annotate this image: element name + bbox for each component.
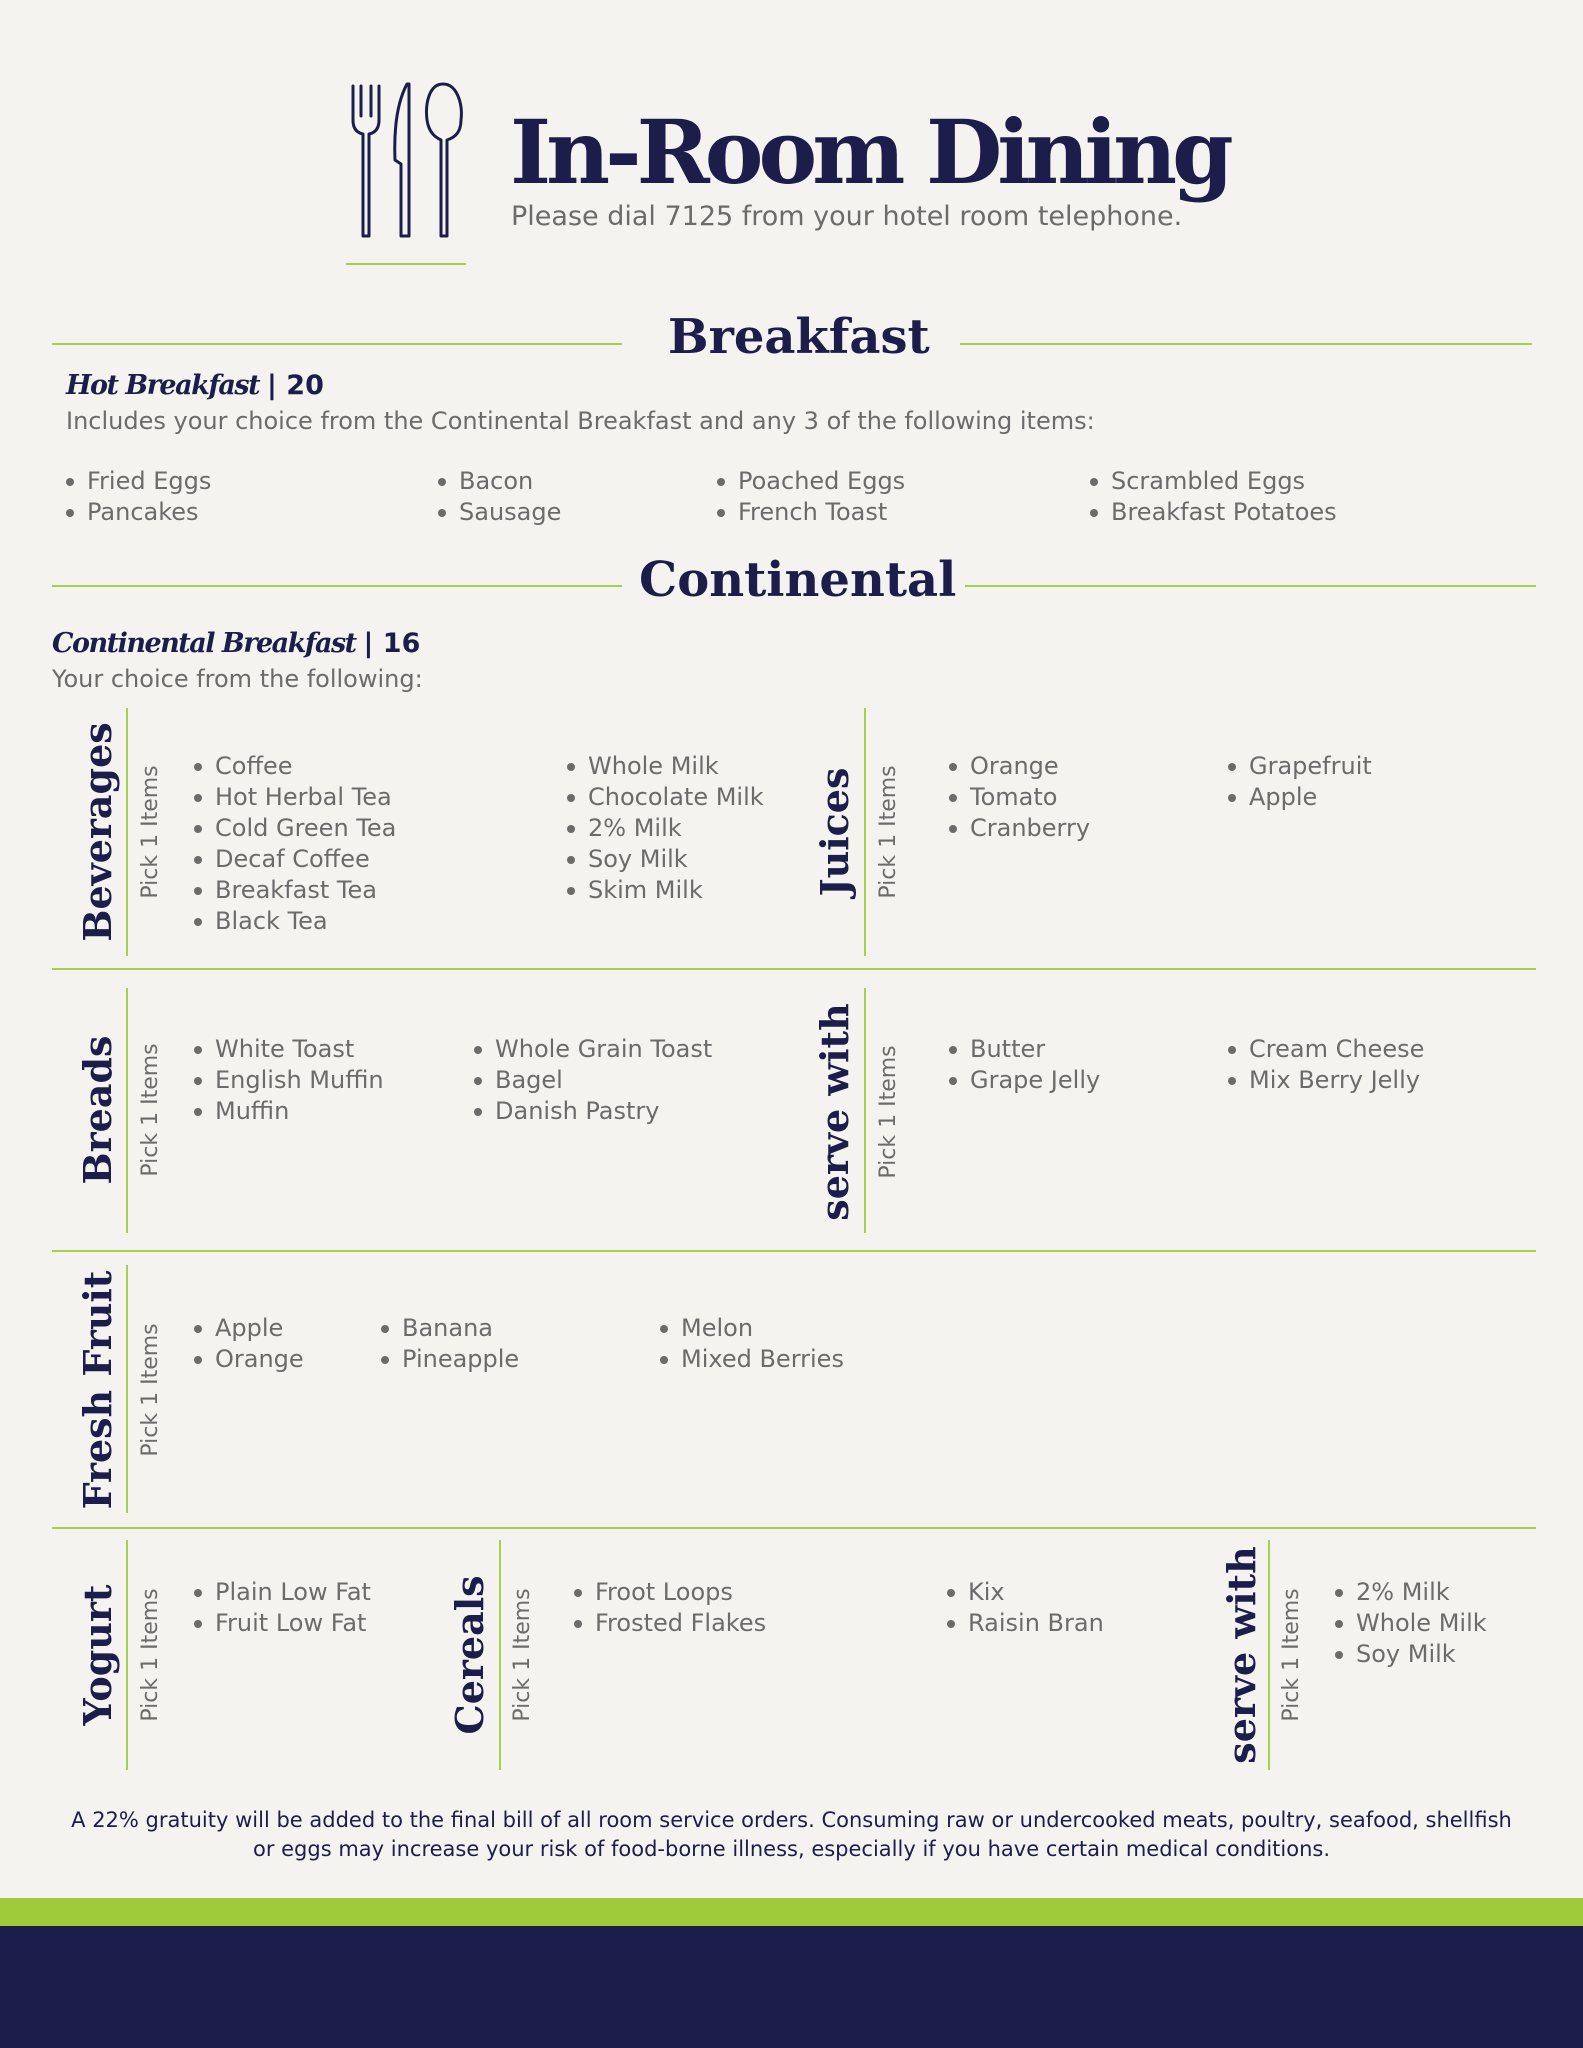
list-item: Coffee xyxy=(194,751,396,782)
cereals-pick: Pick 1 Items xyxy=(510,1588,535,1722)
juices-label: Juices xyxy=(812,767,857,897)
fresh-fruit-list-3 xyxy=(660,1313,844,1375)
list-item: Skim Milk xyxy=(567,875,764,906)
breads-list-1 xyxy=(194,1034,384,1127)
fresh-fruit-list-1 xyxy=(194,1313,304,1375)
breads-serve-with-list-2 xyxy=(1228,1034,1424,1096)
cereals-list-2 xyxy=(947,1577,1104,1639)
juices-list-2 xyxy=(1228,751,1372,813)
footer-green-band xyxy=(0,1898,1583,1926)
list-item: Whole Milk xyxy=(567,751,764,782)
list-item: Cold Green Tea xyxy=(194,813,396,844)
row-divider-2 xyxy=(52,1250,1536,1252)
yogurt-divider xyxy=(126,1540,128,1770)
list-item: Danish Pastry xyxy=(474,1096,712,1127)
list-item: Hot Herbal Tea xyxy=(194,782,396,813)
hot-breakfast-description: Includes your choice from the Continental Breakfast and any 3 of the following items: xyxy=(66,407,1095,435)
list-item: Pineapple xyxy=(381,1344,519,1375)
breads-serve-with-list-1 xyxy=(949,1034,1100,1096)
list-item: Muffin xyxy=(194,1096,384,1127)
continental-breakfast-title xyxy=(52,628,420,659)
yogurt-pick: Pick 1 Items xyxy=(138,1588,163,1722)
list-item: Whole Grain Toast xyxy=(474,1034,712,1065)
breakfast-rule-right xyxy=(960,343,1532,345)
list-item: Mixed Berries xyxy=(660,1344,844,1375)
list-item: Bagel xyxy=(474,1065,712,1096)
list-item: Whole Milk xyxy=(1335,1608,1487,1639)
breads-list-2 xyxy=(474,1034,712,1127)
continental-breakfast-name: Continental Breakfast xyxy=(52,628,356,659)
cereals-serve-with-pick: Pick 1 Items xyxy=(1279,1588,1304,1722)
fresh-fruit-pick: Pick 1 Items xyxy=(138,1323,163,1457)
fresh-fruit-label: Fresh Fruit xyxy=(75,1270,120,1510)
list-item: Fried Eggs xyxy=(66,466,211,497)
yogurt-label: Yogurt xyxy=(75,1584,120,1726)
row-divider-3 xyxy=(52,1527,1536,1529)
juices-list-1 xyxy=(949,751,1090,844)
list-item: Plain Low Fat xyxy=(194,1577,371,1608)
list-item: Melon xyxy=(660,1313,844,1344)
list-item: Scrambled Eggs xyxy=(1090,466,1337,497)
list-item: Apple xyxy=(194,1313,304,1344)
fresh-fruit-list-2 xyxy=(381,1313,519,1375)
breakfast-heading: Breakfast xyxy=(668,309,930,365)
hot-breakfast-list-3 xyxy=(717,466,905,528)
continental-heading: Continental xyxy=(639,552,957,608)
continental-rule-right xyxy=(965,585,1536,587)
breads-serve-with-pick: Pick 1 Items xyxy=(876,1045,901,1179)
beverages-pick: Pick 1 Items xyxy=(138,765,163,899)
cutlery-icon xyxy=(345,80,465,240)
beverages-list-2 xyxy=(567,751,764,906)
continental-breakfast-description: Your choice from the following: xyxy=(52,665,423,693)
cereals-serve-with-divider xyxy=(1268,1540,1270,1770)
list-item: Kix xyxy=(947,1577,1104,1608)
list-item: Banana xyxy=(381,1313,519,1344)
beverages-list-1 xyxy=(194,751,396,937)
hot-breakfast-title xyxy=(66,370,324,401)
list-item: Breakfast Potatoes xyxy=(1090,497,1337,528)
list-item: Fruit Low Fat xyxy=(194,1608,371,1639)
list-item: Grapefruit xyxy=(1228,751,1372,782)
list-item: Sausage xyxy=(438,497,561,528)
list-item: Soy Milk xyxy=(567,844,764,875)
list-item: Breakfast Tea xyxy=(194,875,396,906)
footer-navy-band xyxy=(0,1926,1583,2048)
list-item: Tomato xyxy=(949,782,1090,813)
list-item: Mix Berry Jelly xyxy=(1228,1065,1424,1096)
hot-breakfast-name: Hot Breakfast xyxy=(66,370,260,401)
header-underline xyxy=(346,263,466,265)
list-item: Cranberry xyxy=(949,813,1090,844)
list-item: Frosted Flakes xyxy=(574,1608,766,1639)
fresh-fruit-divider xyxy=(126,1265,128,1513)
list-item: Bacon xyxy=(438,466,561,497)
list-item: Orange xyxy=(194,1344,304,1375)
page-subtitle: Please dial 7125 from your hotel room telephone. xyxy=(511,201,1183,232)
breads-serve-with-label: serve with xyxy=(812,1003,857,1221)
juices-divider xyxy=(864,708,866,956)
page-title: In-Room Dining xyxy=(510,100,1229,204)
list-item: Raisin Bran xyxy=(947,1608,1104,1639)
list-item: Pancakes xyxy=(66,497,211,528)
list-item: Orange xyxy=(949,751,1090,782)
breads-serve-with-divider xyxy=(864,988,866,1233)
continental-rule-left xyxy=(52,585,622,587)
hot-breakfast-list-2 xyxy=(438,466,561,528)
breads-pick: Pick 1 Items xyxy=(138,1043,163,1177)
list-item: Decaf Coffee xyxy=(194,844,396,875)
beverages-divider xyxy=(126,708,128,956)
list-item: Froot Loops xyxy=(574,1577,766,1608)
cereals-serve-with-list-1 xyxy=(1335,1577,1487,1670)
continental-breakfast-price: | 16 xyxy=(363,628,421,659)
beverages-label: Beverages xyxy=(75,722,120,942)
breakfast-rule-left xyxy=(52,343,622,345)
list-item: Butter xyxy=(949,1034,1100,1065)
hot-breakfast-list-4 xyxy=(1090,466,1337,528)
row-divider-1 xyxy=(52,968,1536,970)
gratuity-disclaimer: A 22% gratuity will be added to the final bill of all room service orders. Consuming raw or undercooked meats, poultry, seafood, shellfish or eggs may increase your risk of food-borne illness, especially if you have certain medical conditions. xyxy=(71,1808,1512,1861)
yogurt-list-1 xyxy=(194,1577,371,1639)
juices-pick: Pick 1 Items xyxy=(876,765,901,899)
list-item: Apple xyxy=(1228,782,1372,813)
list-item: Soy Milk xyxy=(1335,1639,1487,1670)
list-item: French Toast xyxy=(717,497,905,528)
cereals-serve-with-label: serve with xyxy=(1219,1546,1264,1764)
list-item: English Muffin xyxy=(194,1065,384,1096)
list-item: Grape Jelly xyxy=(949,1065,1100,1096)
hot-breakfast-price: | 20 xyxy=(267,370,324,401)
hot-breakfast-list-1 xyxy=(66,466,211,528)
cereals-list-1 xyxy=(574,1577,766,1639)
list-item: 2% Milk xyxy=(567,813,764,844)
list-item: Chocolate Milk xyxy=(567,782,764,813)
cereals-divider xyxy=(499,1540,501,1770)
breads-label: Breads xyxy=(75,1035,120,1185)
list-item: Poached Eggs xyxy=(717,466,905,497)
list-item: 2% Milk xyxy=(1335,1577,1487,1608)
list-item: White Toast xyxy=(194,1034,384,1065)
breads-divider xyxy=(126,988,128,1233)
cereals-label: Cereals xyxy=(447,1575,492,1735)
list-item: Cream Cheese xyxy=(1228,1034,1424,1065)
list-item: Black Tea xyxy=(194,906,396,937)
